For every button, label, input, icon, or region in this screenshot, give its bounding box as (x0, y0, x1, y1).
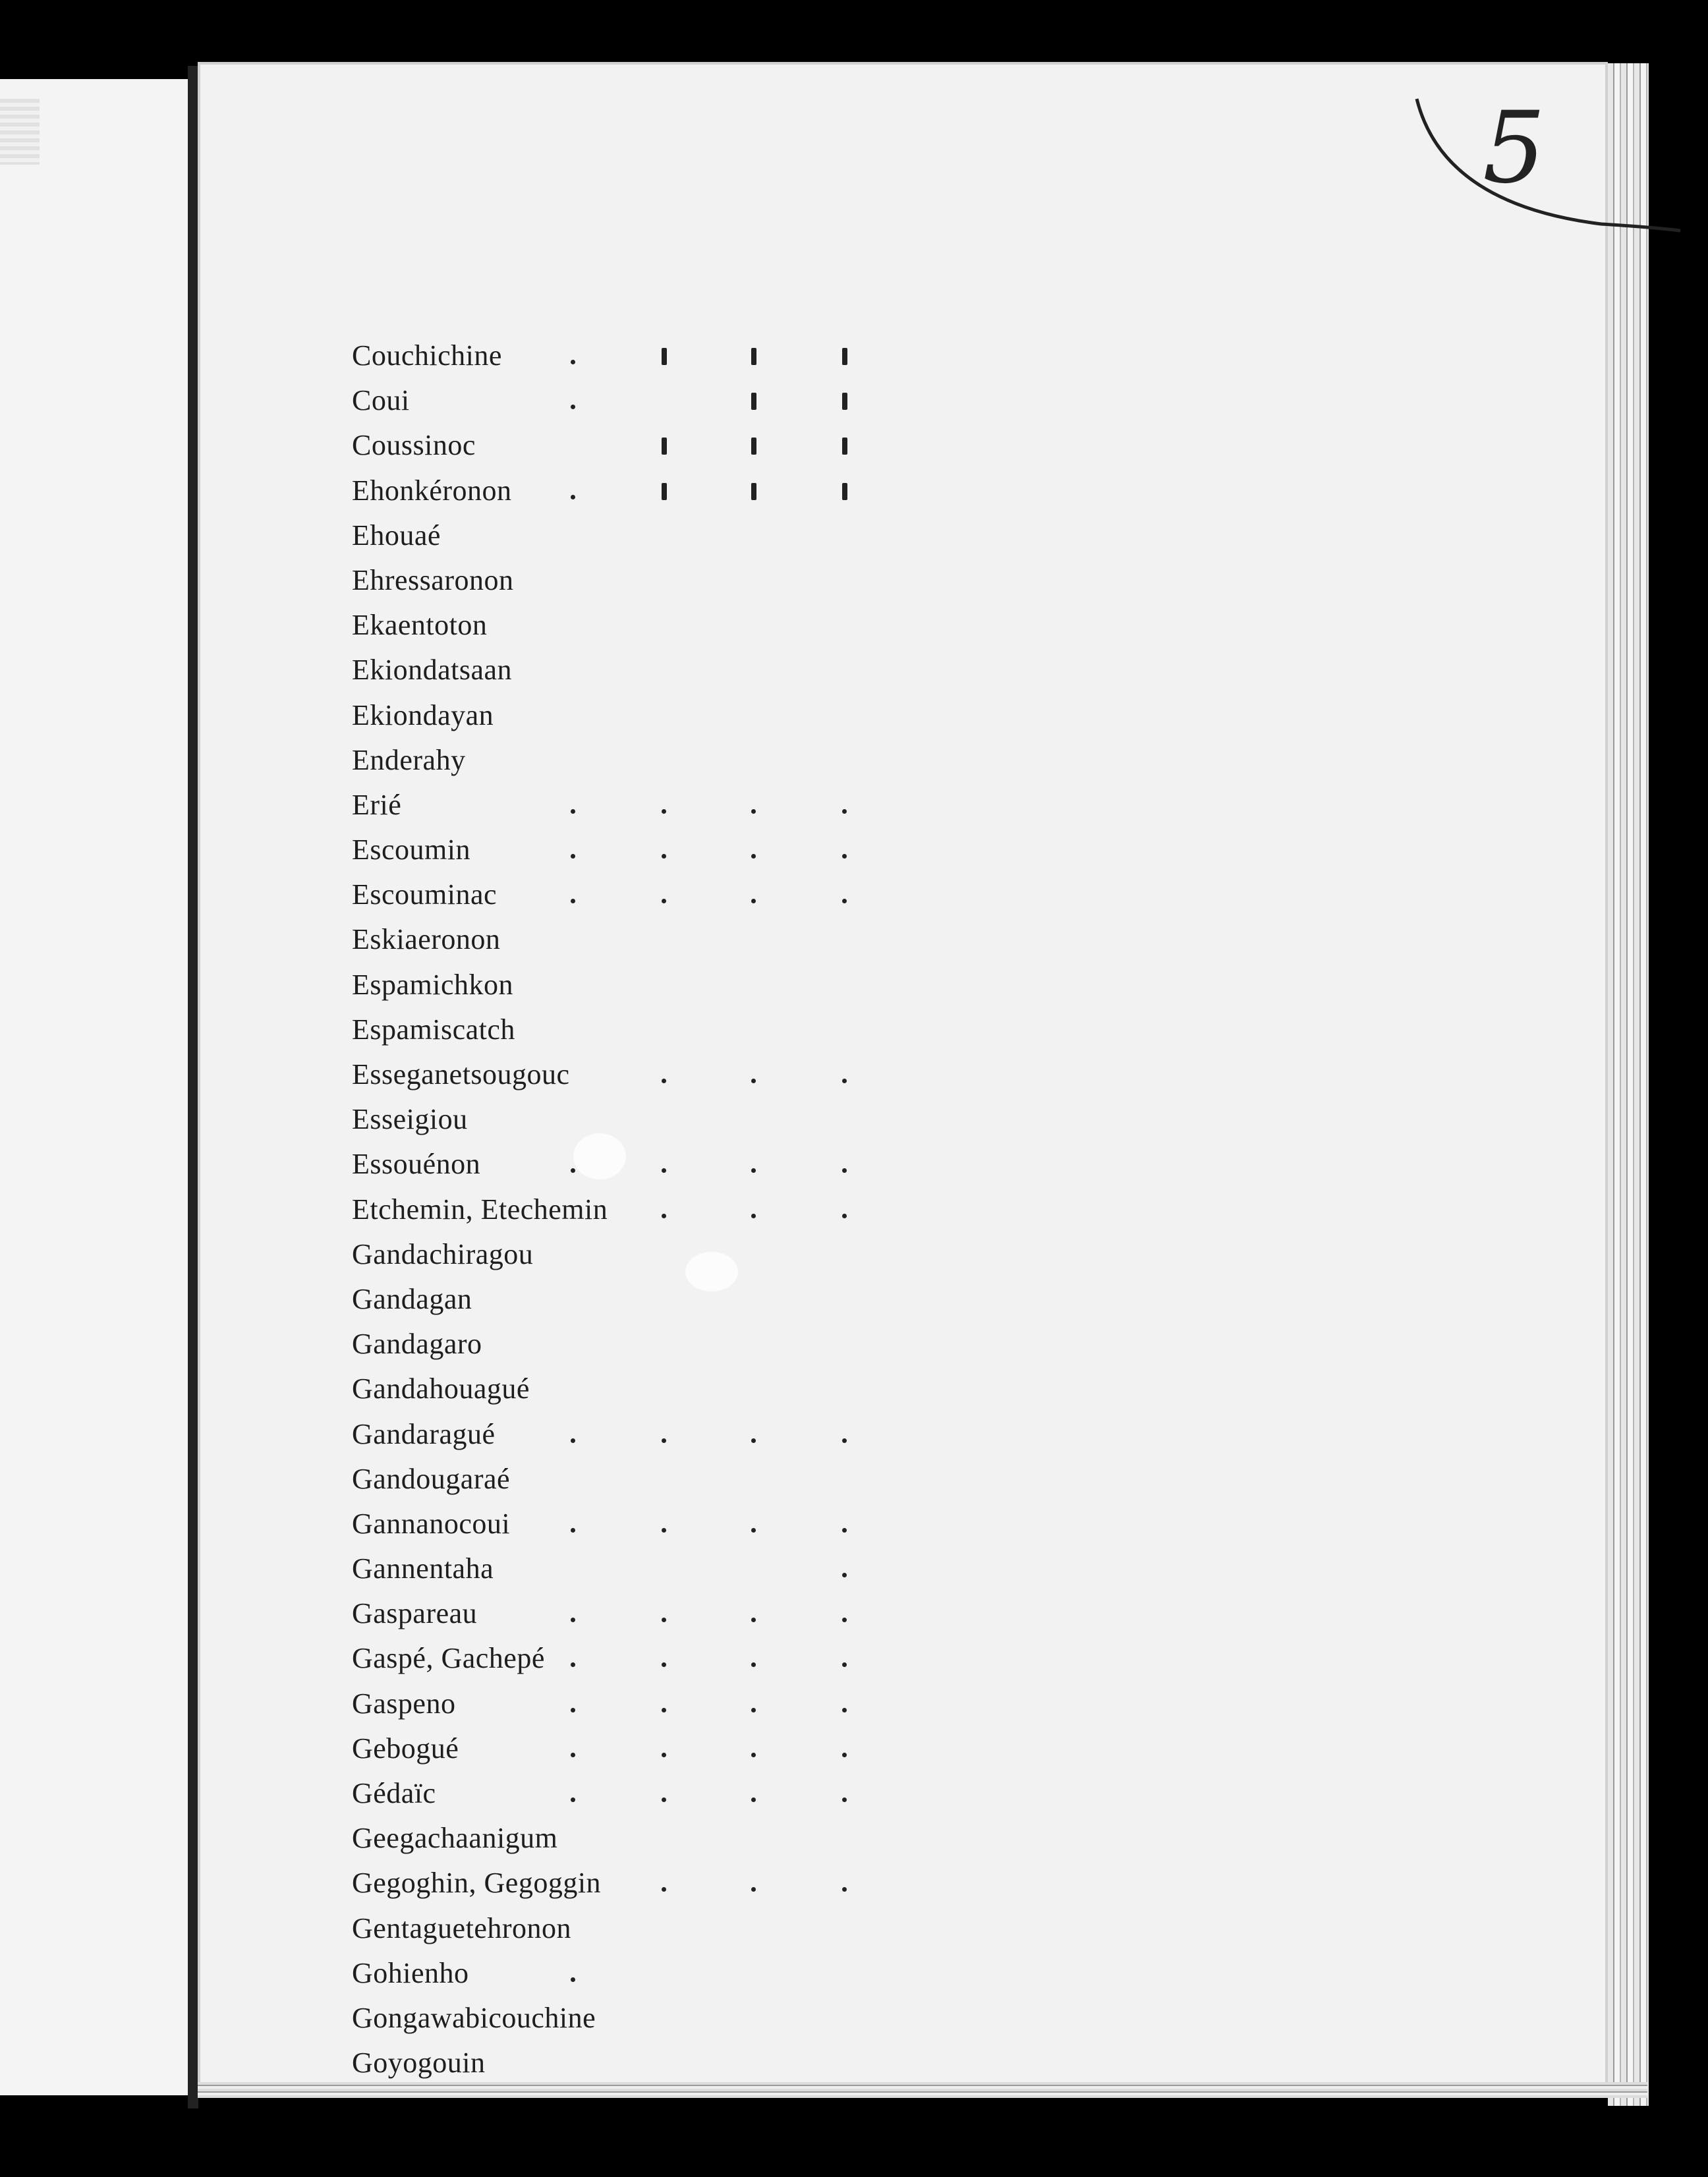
leader-dot (662, 483, 667, 500)
list-item (352, 696, 879, 741)
entry-name: Gédaïc (352, 1777, 436, 1809)
leader-dot (571, 1528, 575, 1533)
leader-dot (842, 438, 847, 455)
leader-dot (751, 1214, 756, 1218)
entry-name: Gandougaraé (352, 1462, 511, 1495)
leader-dot (571, 1977, 575, 1982)
leader-dot (751, 438, 756, 455)
entry-name: Gebogué (352, 1732, 459, 1765)
leader-dot (751, 1079, 756, 1083)
list-item (352, 1190, 879, 1235)
entry-name: Gaspareau (352, 1597, 478, 1630)
leader-dot (662, 1708, 666, 1712)
leader-dot (842, 1214, 847, 1218)
entry-name: Gannanocoui (352, 1507, 511, 1540)
leader-dot (571, 405, 575, 409)
leader-dot (751, 348, 756, 365)
entry-name: Goyogouin (352, 2047, 486, 2079)
entry-name: Essouénon (352, 1148, 481, 1181)
entry-name: Espamiscatch (352, 1013, 515, 1046)
leader-dot (662, 1528, 666, 1533)
entry-name: Eskiaeronon (352, 923, 501, 956)
list-item (352, 650, 879, 695)
entry-name: Enderahy (352, 743, 466, 776)
leader-dot (842, 1168, 847, 1173)
page-number: 5 (1483, 91, 1546, 206)
entry-name: Gohienho (352, 1956, 469, 1989)
list-item (352, 1954, 879, 1998)
list-item (352, 785, 879, 830)
entry-name: Gaspeno (352, 1687, 456, 1720)
leader-dot (842, 1753, 847, 1757)
leader-dot (751, 1797, 756, 1802)
leader-dot (571, 1797, 575, 1802)
list-item (352, 1729, 879, 1774)
entry-name: Gongawabicouchine (352, 2001, 596, 2034)
entry-name: Gaspé, Gachepé (352, 1642, 545, 1675)
leader-dot (662, 854, 666, 859)
leader-dot (662, 1168, 666, 1173)
leader-dot (662, 1214, 666, 1218)
leader-dot (571, 495, 575, 499)
leader-dot (751, 483, 756, 500)
entry-name: Escouminac (352, 878, 498, 911)
entry-name: Ehressaronon (352, 563, 514, 596)
entry-name: Gandahouagué (352, 1372, 530, 1405)
list-item (352, 875, 879, 920)
list-item (352, 381, 879, 426)
leader-dot (662, 809, 666, 814)
list-item (352, 1415, 879, 1459)
leader-dot (662, 1618, 666, 1622)
entry-name: Gandagan (352, 1282, 472, 1315)
leader-dot (571, 809, 575, 814)
list-item (352, 965, 879, 1010)
list-item (352, 1863, 879, 1908)
leader-dot (842, 809, 847, 814)
list-item (352, 741, 879, 785)
book-gutter (188, 66, 198, 2108)
list-item (352, 426, 879, 470)
entry-name: Ekiondatsaan (352, 654, 513, 687)
leader-dot (751, 1618, 756, 1622)
leader-dot (571, 1753, 575, 1757)
leader-dot (842, 854, 847, 859)
leader-dot (751, 393, 756, 410)
entry-name: Espamichkon (352, 968, 514, 1001)
list-item (352, 1504, 879, 1549)
entry-name: Etchemin, Etechemin (352, 1193, 608, 1226)
list-item (352, 1369, 879, 1414)
leader-dot (842, 1887, 847, 1892)
leader-dot (571, 854, 575, 859)
leader-dot (662, 899, 666, 903)
list-item (352, 920, 879, 965)
list-item (352, 1145, 879, 1189)
leader-dot (751, 809, 756, 814)
list-item (352, 2043, 879, 2088)
entry-name: Gandagaro (352, 1328, 482, 1361)
leader-dot (751, 1438, 756, 1443)
entry-name: Erié (352, 788, 402, 821)
list-item (352, 1235, 879, 1280)
leader-dot (571, 1662, 575, 1667)
entry-name: Gentaguetehronon (352, 1911, 571, 1944)
leader-dot (842, 348, 847, 365)
list-item (352, 1774, 879, 1819)
leader-dot (751, 1887, 756, 1892)
entry-name: Gegoghin, Gegoggin (352, 1867, 602, 1900)
list-item (352, 1684, 879, 1729)
leader-dot (662, 1753, 666, 1757)
entry-name: Gandaragué (352, 1417, 496, 1450)
entry-name: Ehonkéronon (352, 474, 512, 507)
entry-name: Coui (352, 384, 410, 417)
entry-name: Gandachiragou (352, 1237, 534, 1270)
leader-dot (571, 360, 575, 364)
list-item (352, 1100, 879, 1145)
entry-name: Ehouaé (352, 519, 441, 551)
leader-dot (662, 1079, 666, 1083)
entry-name: Esseganetsougouc (352, 1058, 570, 1090)
list-item (352, 1819, 879, 1863)
leader-dot (662, 1438, 666, 1443)
leader-dot (571, 899, 575, 903)
entry-name: Esseigiou (352, 1103, 468, 1136)
leader-dot (842, 1662, 847, 1667)
leader-dot (662, 1887, 666, 1892)
entry-name: Couchichine (352, 339, 502, 372)
leader-dot (751, 1708, 756, 1712)
list-item (352, 1639, 879, 1683)
entry-name: Geegachaanigum (352, 1822, 558, 1855)
leader-dot (662, 438, 667, 455)
list-item (352, 1459, 879, 1504)
tribe-name-list (352, 336, 879, 2088)
leader-dot (842, 1079, 847, 1083)
leader-dot (842, 1797, 847, 1802)
entry-name: Gannentaha (352, 1552, 494, 1585)
list-item (352, 830, 879, 875)
leader-dot (842, 1618, 847, 1622)
list-item (352, 471, 879, 516)
list-item (352, 1909, 879, 1954)
leader-dot (571, 1438, 575, 1443)
list-item (352, 1280, 879, 1324)
list-item (352, 1549, 879, 1594)
leader-dot (842, 1708, 847, 1712)
leader-dot (662, 1662, 666, 1667)
left-page-edge (0, 79, 192, 2095)
leader-dot (662, 348, 667, 365)
page-stack-edge (1608, 63, 1649, 2106)
leader-dot (842, 1573, 847, 1577)
show-through-text (0, 99, 40, 165)
list-item (352, 516, 879, 561)
leader-dot (842, 393, 847, 410)
entry-name: Ekaentoton (352, 609, 488, 642)
list-item (352, 1055, 879, 1100)
entry-name: Escoumin (352, 834, 470, 866)
entry-name: Ekiondayan (352, 698, 494, 731)
leader-dot (751, 899, 756, 903)
leader-dot (751, 1753, 756, 1757)
leader-dot (751, 1662, 756, 1667)
leader-dot (751, 1168, 756, 1173)
leader-dot (571, 1708, 575, 1712)
entry-name: Coussinoc (352, 429, 476, 462)
list-item (352, 1324, 879, 1369)
leader-dot (751, 854, 756, 859)
leader-dot (571, 1618, 575, 1622)
leader-dot (662, 1797, 666, 1802)
leader-dot (842, 1438, 847, 1443)
list-item (352, 561, 879, 606)
list-item (352, 336, 879, 381)
leader-dot (842, 483, 847, 500)
list-item (352, 606, 879, 650)
leader-dot (751, 1528, 756, 1533)
list-item (352, 1594, 879, 1639)
list-item (352, 1998, 879, 2043)
leader-dot (842, 1528, 847, 1533)
leader-dot (842, 899, 847, 903)
leader-dot (571, 1168, 575, 1173)
list-item (352, 1010, 879, 1055)
